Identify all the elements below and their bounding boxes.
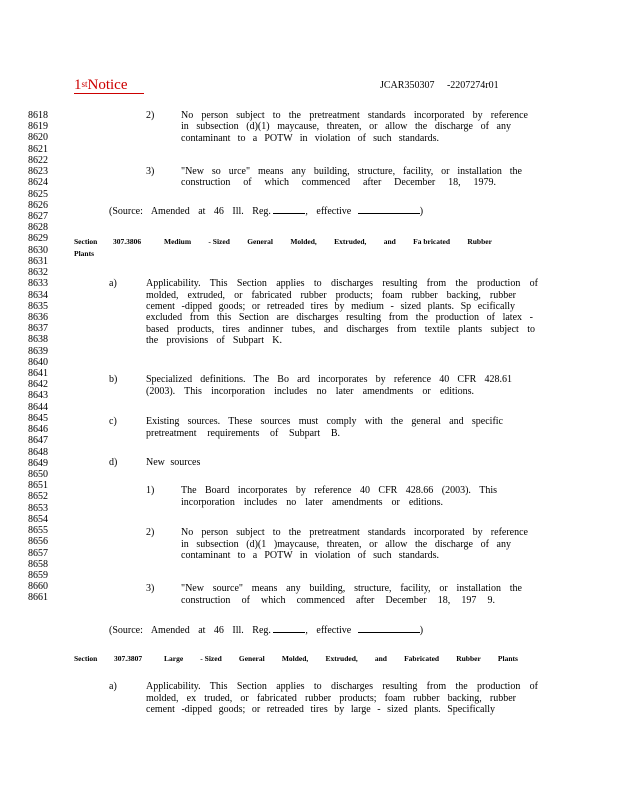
text-line: contaminant to a POTW in violation of such standards. bbox=[181, 133, 439, 144]
section-title bbox=[164, 653, 518, 665]
notice-label: Notice bbox=[87, 77, 128, 93]
line-number: 8658 bbox=[28, 558, 48, 570]
section-title-word: Extruded, bbox=[325, 654, 358, 663]
line-numbers bbox=[28, 110, 48, 604]
text-line: pretreatment requirements of Subpart B. bbox=[146, 428, 340, 439]
notice-ordinal: st bbox=[81, 79, 88, 89]
notice-number: 1 bbox=[74, 77, 82, 93]
line-number: 8654 bbox=[28, 513, 48, 525]
item-number: 3) bbox=[146, 166, 155, 177]
line-number: 8651 bbox=[28, 480, 48, 492]
line-number: 8628 bbox=[28, 222, 48, 234]
text-line: New sources bbox=[146, 457, 201, 468]
section-title-word: and bbox=[374, 654, 387, 663]
line-number: 8618 bbox=[28, 110, 48, 121]
line-number: 8639 bbox=[28, 345, 48, 357]
section-title-word: Large bbox=[164, 654, 184, 663]
section-title-word: Fa bricated bbox=[413, 237, 450, 246]
line-number: 8659 bbox=[28, 569, 48, 581]
reg-blank bbox=[273, 205, 305, 214]
line-number: 8619 bbox=[28, 121, 48, 133]
text-line: Applicability. This Section applies to discharges resulting from the production of bbox=[146, 681, 538, 692]
item-number: a) bbox=[109, 681, 117, 692]
text-line: molded, extruded, or fabricated rubber products; foam rubber backing, rubber bbox=[146, 290, 516, 301]
line-number: 8636 bbox=[28, 311, 48, 323]
text-line: No person subject to the pretreatment standards incorporated by reference bbox=[181, 110, 528, 121]
text-line: Specialized definitions. The Bo ard incorporates by reference 40 CFR 428.61 bbox=[146, 374, 512, 385]
text-line: cement -dipped goods; or retreaded tires by large - sized plants. Specifically bbox=[146, 704, 495, 715]
line-number: 8661 bbox=[28, 592, 48, 604]
source-note: (Source: Amended at 46 Ill. Reg. , effective ) bbox=[109, 206, 424, 217]
section-title-word: Medium bbox=[164, 237, 192, 246]
section-title-word: General bbox=[247, 237, 274, 246]
item-number: d) bbox=[109, 457, 118, 468]
notice-underline bbox=[74, 93, 144, 94]
text-line: construction of which commenced after December 18, 1979. bbox=[181, 177, 496, 188]
line-number: 8622 bbox=[28, 154, 48, 166]
text-line: No person subject to the pretreatment standards incorporated by reference bbox=[181, 527, 528, 538]
line-number: 8629 bbox=[28, 233, 48, 245]
line-number: 8641 bbox=[28, 368, 48, 380]
line-number: 8642 bbox=[28, 379, 48, 391]
text-line: Existing sources. These sources must comply with the general and specific bbox=[146, 416, 503, 427]
date-blank bbox=[358, 205, 420, 214]
reg-blank bbox=[273, 624, 305, 633]
text-line: based products, tires andinner tubes, and discharges from textile plants subject to bbox=[146, 324, 535, 335]
section-title-word: Fabricated bbox=[404, 654, 440, 663]
line-number: 8625 bbox=[28, 188, 48, 200]
line-number: 8624 bbox=[28, 177, 48, 189]
line-number: 8655 bbox=[28, 525, 48, 537]
line-number: 8640 bbox=[28, 356, 48, 368]
line-number: 8630 bbox=[28, 244, 48, 256]
section-label: Section bbox=[74, 237, 98, 246]
date-blank bbox=[358, 624, 420, 633]
line-number: 8623 bbox=[28, 166, 48, 178]
text-line: (2003). This incorporation includes no later amendments or editions. bbox=[146, 386, 474, 397]
line-number: 8650 bbox=[28, 469, 48, 480]
line-number: 8626 bbox=[28, 199, 48, 211]
section-title-word: Extruded, bbox=[334, 237, 367, 246]
section-title-word: General bbox=[238, 654, 265, 663]
section-title-word: Plants bbox=[497, 654, 518, 663]
line-number: 8646 bbox=[28, 424, 48, 436]
section-title-word: - Sized bbox=[208, 237, 230, 246]
text-line: Applicability. This Section applies to discharges resulting from the production of bbox=[146, 278, 538, 289]
item-number: 1) bbox=[146, 485, 155, 496]
source-note: (Source: Amended at 46 Ill. Reg. , effective ) bbox=[109, 625, 424, 636]
text-line: contaminant to a POTW in violation of such standards. bbox=[181, 550, 439, 561]
text-line: incorporation includes no later amendments or editions. bbox=[181, 497, 443, 508]
text-line: the provisions of Subpart K. bbox=[146, 335, 282, 346]
section-number: 307.3806 bbox=[113, 237, 142, 246]
line-number: 8645 bbox=[28, 412, 48, 424]
line-number: 8657 bbox=[28, 547, 48, 559]
text-line: molded, ex truded, or fabricated rubber products; foam rubber backing, rubber bbox=[146, 693, 516, 704]
line-number: 8632 bbox=[28, 267, 48, 279]
item-number: 3) bbox=[146, 583, 155, 594]
text-line: construction of which commenced after December 18, 197 9. bbox=[181, 595, 495, 606]
section-title-word: Rubber bbox=[467, 237, 492, 246]
section-title-word: Molded, bbox=[290, 237, 317, 246]
text-line: in subsection (d)(1 )maycause, threaten, or allow the discharge of any bbox=[181, 539, 511, 550]
line-number: 8635 bbox=[28, 300, 48, 312]
section-label: Section bbox=[74, 654, 98, 663]
line-number: 8644 bbox=[28, 401, 48, 413]
line-number: 8620 bbox=[28, 132, 48, 144]
document-code: JCAR350307 -2207274r01 bbox=[380, 80, 499, 91]
item-number: a) bbox=[109, 278, 117, 289]
line-number: 8643 bbox=[28, 390, 48, 402]
item-number: b) bbox=[109, 374, 118, 385]
line-number: 8656 bbox=[28, 536, 48, 548]
line-number: 8634 bbox=[28, 289, 48, 301]
section-title-word: and bbox=[383, 237, 396, 246]
notice-heading bbox=[74, 76, 128, 94]
section-title-word: Molded, bbox=[281, 654, 309, 663]
text-line: "New so urce" means any building, structure, facility, or installation the bbox=[181, 166, 522, 177]
section-title-word: Rubber bbox=[456, 654, 481, 663]
section-title-word: - Sized bbox=[200, 654, 222, 663]
line-number: 8633 bbox=[28, 278, 48, 290]
line-number: 8621 bbox=[28, 143, 48, 155]
line-number: 8649 bbox=[28, 457, 48, 469]
text-line: in subsection (d)(1) maycause, threaten, or allow the discharge of any bbox=[181, 121, 511, 132]
section-title-cont: Plants bbox=[74, 249, 95, 258]
line-number: 8660 bbox=[28, 581, 48, 593]
text-line: excluded from this Section are discharges resulting from the production of latex - bbox=[146, 312, 533, 323]
section-number: 307.3807 bbox=[114, 654, 143, 663]
text-line: cement -dipped goods; or retreaded tires by medium - sized plants. Sp ecifically bbox=[146, 301, 515, 312]
item-number: 2) bbox=[146, 527, 155, 538]
text-line: The Board incorporates by reference 40 CFR 428.66 (2003). This bbox=[181, 485, 497, 496]
line-number: 8647 bbox=[28, 435, 48, 447]
item-number: 2) bbox=[146, 110, 155, 121]
line-number: 8648 bbox=[28, 446, 48, 458]
line-number: 8638 bbox=[28, 334, 48, 346]
text-line: "New source" means any building, structure, facility, or installation the bbox=[181, 583, 522, 594]
item-number: c) bbox=[109, 416, 117, 427]
line-number: 8653 bbox=[28, 502, 48, 514]
line-number: 8652 bbox=[28, 491, 48, 503]
line-number: 8627 bbox=[28, 210, 48, 222]
line-number: 8637 bbox=[28, 323, 48, 335]
section-title bbox=[164, 236, 492, 248]
line-number: 8631 bbox=[28, 255, 48, 267]
